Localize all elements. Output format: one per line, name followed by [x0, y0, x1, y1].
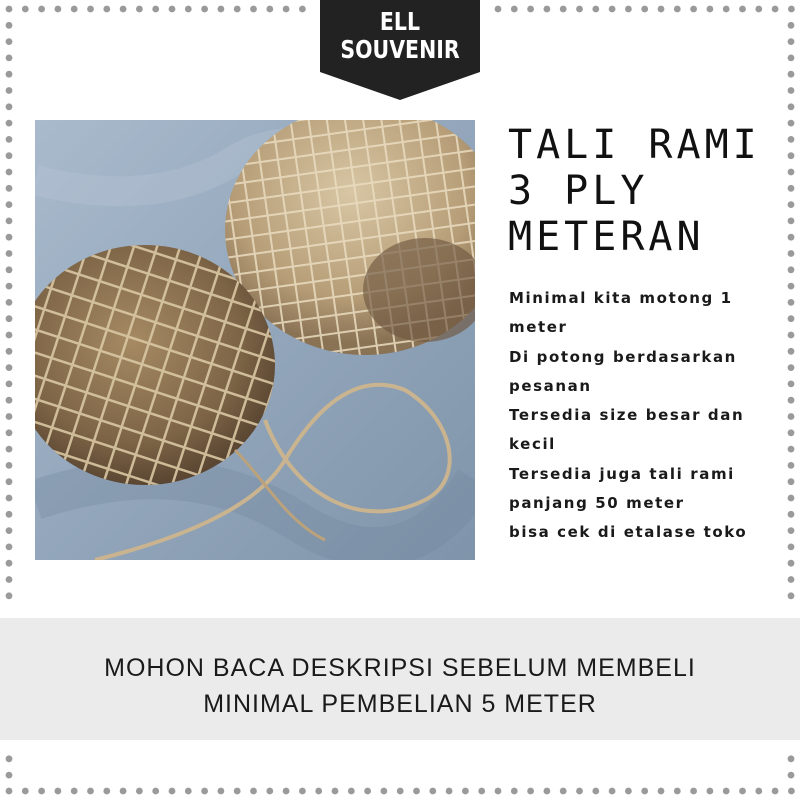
border-dot: [592, 6, 599, 13]
border-dot: [22, 6, 29, 13]
border-dot: [185, 6, 192, 13]
border-dot: [169, 788, 176, 795]
border-dot: [299, 6, 306, 13]
border-dot: [6, 283, 13, 290]
border-dot: [6, 152, 13, 159]
border-dot: [544, 788, 551, 795]
jute-twine-balls-image: [35, 120, 475, 560]
border-dot: [22, 788, 29, 795]
border-dot: [690, 788, 697, 795]
border-dot: [152, 6, 159, 13]
border-dot: [429, 788, 436, 795]
border-dot: [38, 788, 45, 795]
border-dot: [707, 788, 714, 795]
border-dot: [788, 788, 795, 795]
product-photo: [35, 120, 475, 560]
border-dot: [674, 788, 681, 795]
border-dot: [788, 772, 795, 779]
border-dot: [527, 6, 534, 13]
border-dot: [332, 788, 339, 795]
border-dot: [560, 6, 567, 13]
border-dot: [739, 6, 746, 13]
description-line: Minimal kita motong 1: [509, 289, 733, 307]
border-dot: [6, 397, 13, 404]
brand-logo-badge: [320, 0, 480, 100]
border-dot: [755, 6, 762, 13]
border-dot: [6, 87, 13, 94]
border-dot: [641, 788, 648, 795]
border-dot: [6, 755, 13, 762]
border-dot: [609, 788, 616, 795]
border-dot: [6, 250, 13, 257]
title-line-1: TALI RAMI: [508, 122, 761, 168]
border-dot: [6, 576, 13, 583]
border-dot: [218, 788, 225, 795]
border-dot: [283, 788, 290, 795]
notice-line-2: MINIMAL PEMBELIAN 5 METER: [203, 690, 597, 718]
border-dot: [283, 6, 290, 13]
border-dot: [6, 478, 13, 485]
border-dot: [55, 6, 62, 13]
notice-line-1: MOHON BACA DESKRIPSI SEBELUM MEMBELI: [104, 654, 696, 682]
border-dot: [772, 788, 779, 795]
description-line: Di potong berdasarkan: [509, 347, 737, 366]
border-dot: [6, 22, 13, 29]
border-dot: [609, 6, 616, 13]
border-dot: [6, 169, 13, 176]
description-line: Tersedia juga tali rami: [509, 464, 735, 483]
description-line: bisa cek di etalase toko: [509, 523, 748, 542]
border-dot: [6, 332, 13, 339]
border-dot: [788, 266, 795, 273]
border-dot: [788, 592, 795, 599]
border-dot: [788, 6, 795, 13]
border-dot: [266, 6, 273, 13]
border-dot: [6, 364, 13, 371]
brand-name-line2: SOUVENIR: [340, 35, 460, 64]
border-dot: [315, 788, 322, 795]
border-dot: [185, 788, 192, 795]
border-dot: [6, 299, 13, 306]
border-dot: [136, 788, 143, 795]
border-dot: [576, 788, 583, 795]
border-dot: [250, 788, 257, 795]
border-dot: [266, 788, 273, 795]
border-dot: [6, 429, 13, 436]
border-dot: [6, 592, 13, 599]
border-dot: [218, 6, 225, 13]
border-dot: [6, 462, 13, 469]
border-dot: [788, 38, 795, 45]
description-line: panjang 50 meter: [509, 494, 685, 513]
border-dot: [103, 6, 110, 13]
border-dot: [707, 6, 714, 13]
border-dot: [234, 6, 241, 13]
border-dot: [788, 55, 795, 62]
border-dot: [152, 788, 159, 795]
border-dot: [788, 103, 795, 110]
border-dot: [511, 6, 518, 13]
border-dot: [299, 788, 306, 795]
border-dot: [788, 22, 795, 29]
description-line: meter: [509, 318, 568, 337]
border-dot: [495, 6, 502, 13]
description-line: Tersedia size besar dan: [509, 406, 745, 425]
border-dot: [6, 55, 13, 62]
border-dot: [6, 544, 13, 551]
border-dot: [625, 788, 632, 795]
border-dot: [658, 788, 665, 795]
border-dot: [788, 87, 795, 94]
border-dot: [169, 6, 176, 13]
border-dot: [6, 446, 13, 453]
border-dot: [6, 315, 13, 322]
product-description: [509, 284, 794, 548]
border-dot: [527, 788, 534, 795]
border-dot: [120, 6, 127, 13]
border-dot: [87, 6, 94, 13]
border-dot: [6, 6, 13, 13]
border-dot: [739, 788, 746, 795]
border-dot: [511, 788, 518, 795]
border-dot: [397, 788, 404, 795]
border-dot: [6, 120, 13, 127]
border-dot: [6, 71, 13, 78]
border-dot: [772, 6, 779, 13]
border-dot: [788, 755, 795, 762]
border-dot: [6, 495, 13, 502]
border-dot: [788, 576, 795, 583]
border-dot: [348, 788, 355, 795]
border-dot: [6, 218, 13, 225]
border-dot: [6, 185, 13, 192]
product-title: [508, 122, 793, 260]
border-dot: [6, 511, 13, 518]
border-dot: [234, 788, 241, 795]
border-dot: [495, 788, 502, 795]
border-dot: [690, 6, 697, 13]
border-dot: [592, 788, 599, 795]
border-dot: [6, 201, 13, 208]
border-dot: [755, 788, 762, 795]
border-dot: [446, 788, 453, 795]
border-dot: [6, 38, 13, 45]
border-dot: [250, 6, 257, 13]
border-dot: [6, 560, 13, 567]
border-dot: [364, 788, 371, 795]
notice-banner: [0, 618, 800, 740]
border-dot: [103, 788, 110, 795]
border-dot: [6, 788, 13, 795]
border-dot: [674, 6, 681, 13]
title-line-2: 3 PLY: [508, 168, 649, 214]
border-dot: [6, 772, 13, 779]
border-dot: [788, 71, 795, 78]
border-dot: [6, 234, 13, 241]
border-dot: [6, 136, 13, 143]
border-dot: [6, 381, 13, 388]
border-dot: [71, 6, 78, 13]
border-dot: [201, 6, 208, 13]
border-dot: [560, 788, 567, 795]
border-dot: [55, 788, 62, 795]
border-dot: [478, 788, 485, 795]
border-dot: [120, 788, 127, 795]
border-dot: [6, 413, 13, 420]
border-dot: [87, 788, 94, 795]
brand-name-line1: ELL: [379, 7, 421, 36]
border-dot: [136, 6, 143, 13]
border-dot: [38, 6, 45, 13]
border-dot: [576, 6, 583, 13]
border-dot: [71, 788, 78, 795]
border-dot: [641, 6, 648, 13]
brand-logo-text: [320, 8, 480, 64]
title-line-3: METERAN: [508, 214, 705, 260]
border-dot: [201, 788, 208, 795]
border-dot: [723, 6, 730, 13]
border-dot: [381, 788, 388, 795]
border-dot: [723, 788, 730, 795]
border-dot: [658, 6, 665, 13]
border-dot: [413, 788, 420, 795]
border-dot: [544, 6, 551, 13]
border-dot: [6, 348, 13, 355]
border-dot: [625, 6, 632, 13]
border-dot: [6, 103, 13, 110]
description-line: kecil: [509, 435, 556, 454]
border-dot: [788, 560, 795, 567]
border-dot: [462, 788, 469, 795]
border-dot: [6, 266, 13, 273]
border-dot: [6, 527, 13, 534]
description-line: pesanan: [509, 376, 592, 395]
